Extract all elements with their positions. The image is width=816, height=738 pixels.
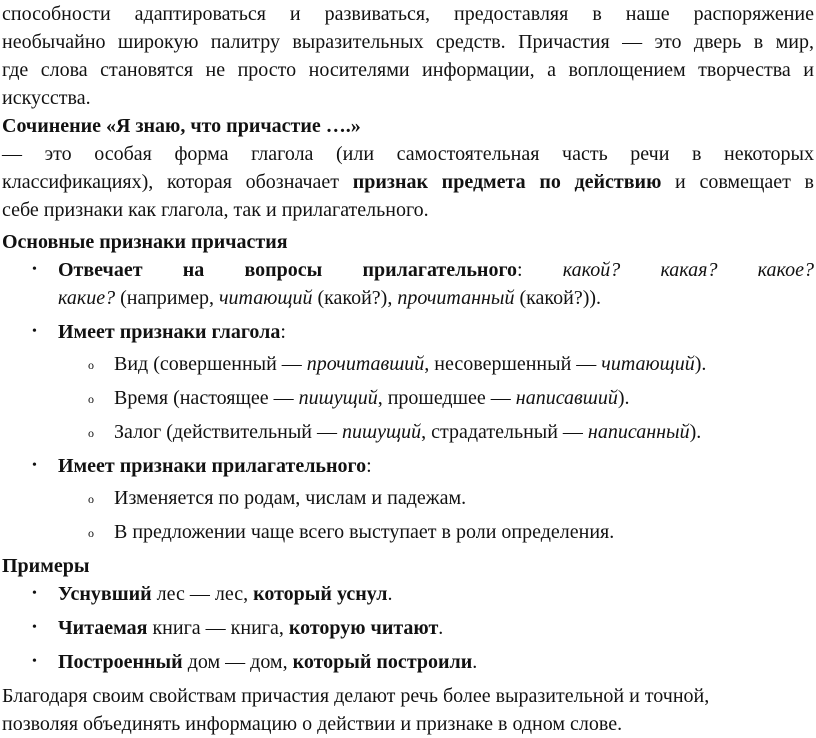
circle-bullet-icon: o — [88, 526, 94, 540]
definition-line: — это особая форма глагола (или самостоятельная часть речи в некоторых — [2, 143, 814, 165]
features-title: Основные признаки причастия — [2, 231, 288, 253]
list-item — [2, 318, 814, 446]
bullet-icon: • — [32, 324, 37, 339]
feature-colon: : — [366, 455, 372, 477]
list-item — [58, 518, 814, 546]
sub-text: Залог (действительный — — [114, 421, 342, 443]
example-clause: который уснул — [253, 583, 388, 605]
example-word: прочитавший — [306, 353, 425, 375]
definition-line — [2, 168, 814, 196]
conclusion-paragraph — [2, 682, 814, 738]
feature-label: Имеет признаки глагола — [58, 321, 281, 343]
feature-line — [58, 318, 814, 346]
list-item — [58, 384, 814, 412]
verb-features-list — [58, 350, 814, 446]
definition-text: классификациях), которая обозначает — [2, 171, 353, 193]
intro-line: искусства. — [2, 87, 91, 109]
bullet-icon: • — [32, 654, 37, 669]
features-list — [2, 256, 814, 546]
sub-text: Время (настоящее — — [114, 387, 299, 409]
sub-text: ). — [689, 421, 702, 443]
essay-title: Сочинение «Я знаю, что причастие ….» — [2, 115, 361, 137]
list-item — [2, 648, 814, 676]
example-word: пишущий — [298, 387, 378, 409]
list-item — [2, 256, 814, 312]
examples-title: Примеры — [2, 555, 90, 577]
feature-text: (какой?)). — [514, 287, 602, 309]
feature-line — [58, 284, 814, 312]
list-item — [2, 452, 814, 546]
feature-label: Отвечает на вопросы прилагательного — [58, 259, 518, 281]
sub-text: В предложении чаще всего выступает в роли определения. — [114, 521, 615, 543]
sub-text: , прошедшее — — [377, 387, 516, 409]
sub-text: ). — [617, 387, 630, 409]
definition-paragraph — [2, 140, 814, 224]
bullet-icon: • — [32, 586, 37, 601]
example-participle: Читаемая — [58, 617, 148, 639]
sub-text: Вид (совершенный — — [114, 353, 307, 375]
circle-bullet-icon: o — [88, 358, 94, 372]
intro-line: необычайно широкую палитру выразительных средств. Причастия — это дверь в мир, — [2, 31, 814, 53]
list-item — [58, 418, 814, 446]
example-word: читающий — [601, 353, 695, 375]
examples-list — [2, 580, 814, 676]
bullet-icon: • — [32, 458, 37, 473]
list-item — [58, 350, 814, 378]
feature-questions: какой? какая? какое? — [562, 259, 814, 281]
feature-colon: : — [517, 259, 563, 281]
example-text: . — [438, 617, 444, 639]
list-item — [2, 614, 814, 642]
example-text: . — [387, 583, 393, 605]
example-text: . — [472, 651, 478, 673]
sub-text: Изменяется по родам, числам и падежам. — [114, 487, 467, 509]
feature-label: Имеет признаки прилагательного — [58, 455, 367, 477]
bullet-icon: • — [32, 262, 37, 277]
definition-emphasis: признак предмета по действию — [352, 171, 662, 193]
example-text: дом — дом, — [182, 651, 293, 673]
sub-text: , несовершенный — — [424, 353, 602, 375]
feature-questions: какие? — [58, 287, 116, 309]
example-clause: которую читают — [288, 617, 439, 639]
feature-text: (какой?), — [312, 287, 398, 309]
example-participle: Построенный — [58, 651, 183, 673]
sub-text: , страдательный — — [421, 421, 588, 443]
example-word: написавший — [515, 387, 618, 409]
adjective-features-list — [58, 484, 814, 546]
feature-text: (например, — [115, 287, 220, 309]
sub-text: ). — [694, 353, 707, 375]
list-item — [58, 484, 814, 512]
example-word: написанный — [587, 421, 690, 443]
list-item — [2, 580, 814, 608]
circle-bullet-icon: o — [88, 492, 94, 506]
circle-bullet-icon: o — [88, 392, 94, 406]
intro-line: где слова становятся не просто носителями информации, а воплощением творчества и — [2, 59, 814, 81]
conclusion-line: позволяя объединять информацию о действии и признаке в одном слове. — [2, 713, 623, 735]
example-clause: который построили — [292, 651, 473, 673]
bullet-icon: • — [32, 620, 37, 635]
example-text: книга — книга, — [147, 617, 289, 639]
example-word: читающий — [219, 287, 313, 309]
example-text: лес — лес, — [151, 583, 254, 605]
circle-bullet-icon: o — [88, 426, 94, 440]
example-participle: Уснувший — [58, 583, 152, 605]
conclusion-line: Благодаря своим свойствам причастия делают речь более выразительной и точной, — [2, 685, 710, 707]
example-word: пишущий — [342, 421, 422, 443]
example-word: прочитанный — [397, 287, 515, 309]
feature-line — [58, 452, 814, 480]
intro-paragraph — [2, 0, 814, 112]
feature-colon: : — [280, 321, 286, 343]
feature-line — [58, 256, 814, 284]
definition-line: себе признаки как глагола, так и прилагательного. — [2, 199, 429, 221]
intro-line: способности адаптироваться и развиваться, предоставляя в наше распоряжение — [2, 3, 814, 25]
definition-text: и совмещает в — [661, 171, 814, 193]
